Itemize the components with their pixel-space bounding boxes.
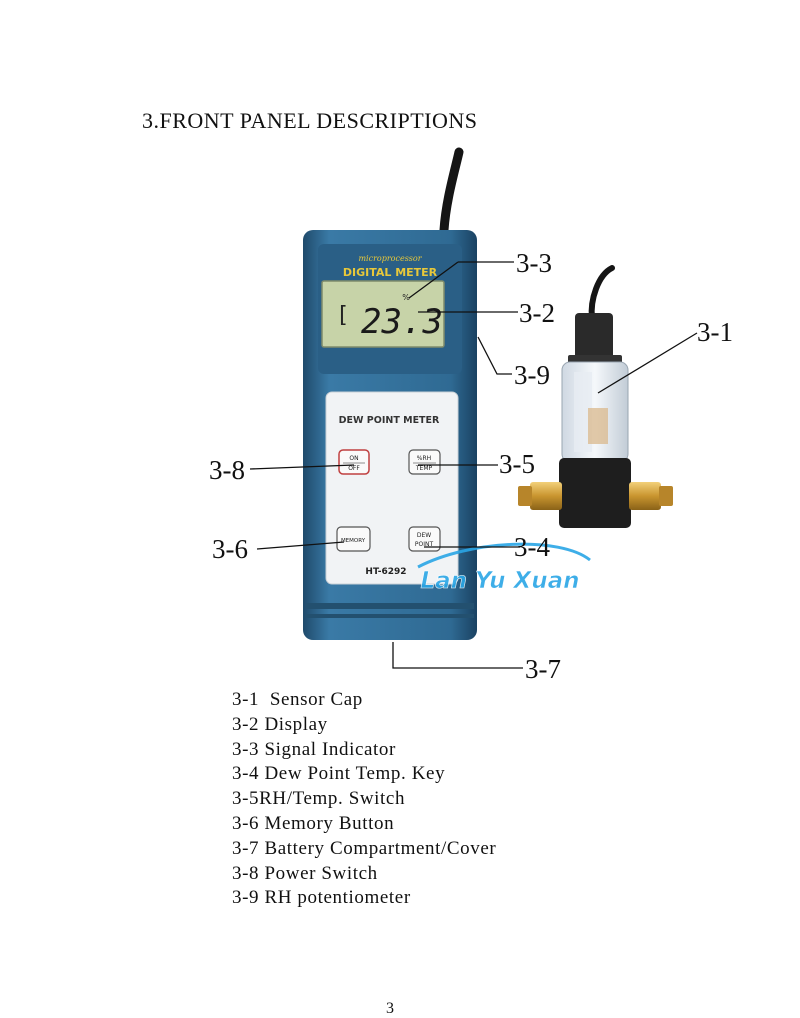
power-key-label-bottom: OFF [348, 465, 360, 472]
dew-point-key-label-bottom: POINT [414, 541, 434, 548]
callout-3-6: 3-6 [212, 534, 248, 564]
legend-item: 3-9 RH potentiometer [232, 887, 411, 909]
callout-3-8: 3-8 [209, 455, 245, 485]
callout-3-1: 3-1 [697, 317, 733, 347]
brand-small-text: microprocessor [358, 254, 422, 263]
callout-3-5: 3-5 [499, 449, 535, 479]
legend-item: 3-6 Memory Button [232, 812, 395, 834]
legend-item: 3-7 Battery Compartment/Cover [232, 837, 497, 859]
rh-temp-key-label-top: %RH [416, 455, 432, 462]
page-number: 3 [386, 1000, 394, 1017]
callout-3-2: 3-2 [519, 298, 555, 328]
watermark-text: Lan Yu Xuan [420, 568, 580, 594]
legend-item: 3-5RH/Temp. Switch [232, 788, 406, 810]
dew-point-key-label-top: DEW [416, 532, 432, 539]
lcd-value: 23.3 [361, 302, 443, 342]
parts-legend [232, 688, 496, 911]
legend-item: 3-4 Dew Point Temp. Key [232, 763, 446, 785]
model-text: HT-6292 [365, 567, 407, 577]
lcd-bracket: [ [336, 303, 350, 328]
brand-text: DIGITAL METER [342, 266, 438, 279]
memory-key-label: MEMORY [340, 538, 366, 544]
meter-cable [444, 152, 459, 230]
page-heading: 3.FRONT PANEL DESCRIPTIONS [142, 108, 478, 133]
rh-temp-key-label-bottom: TEMP [415, 465, 433, 472]
lcd-unit: % [402, 293, 410, 302]
power-key-label-top: ON [349, 455, 359, 462]
callout-3-9: 3-9 [514, 360, 550, 390]
panel-title: DEW POINT METER [338, 415, 440, 426]
callout-3-7: 3-7 [525, 654, 561, 684]
legend-item: 3-2 Display [232, 713, 328, 735]
legend-item: 3-3 Signal Indicator [232, 738, 396, 760]
legend-item: 3-1 Sensor Cap [232, 689, 363, 710]
legend-item: 3-8 Power Switch [232, 862, 378, 884]
callout-3-4: 3-4 [514, 532, 550, 562]
callout-3-3: 3-3 [516, 248, 552, 278]
